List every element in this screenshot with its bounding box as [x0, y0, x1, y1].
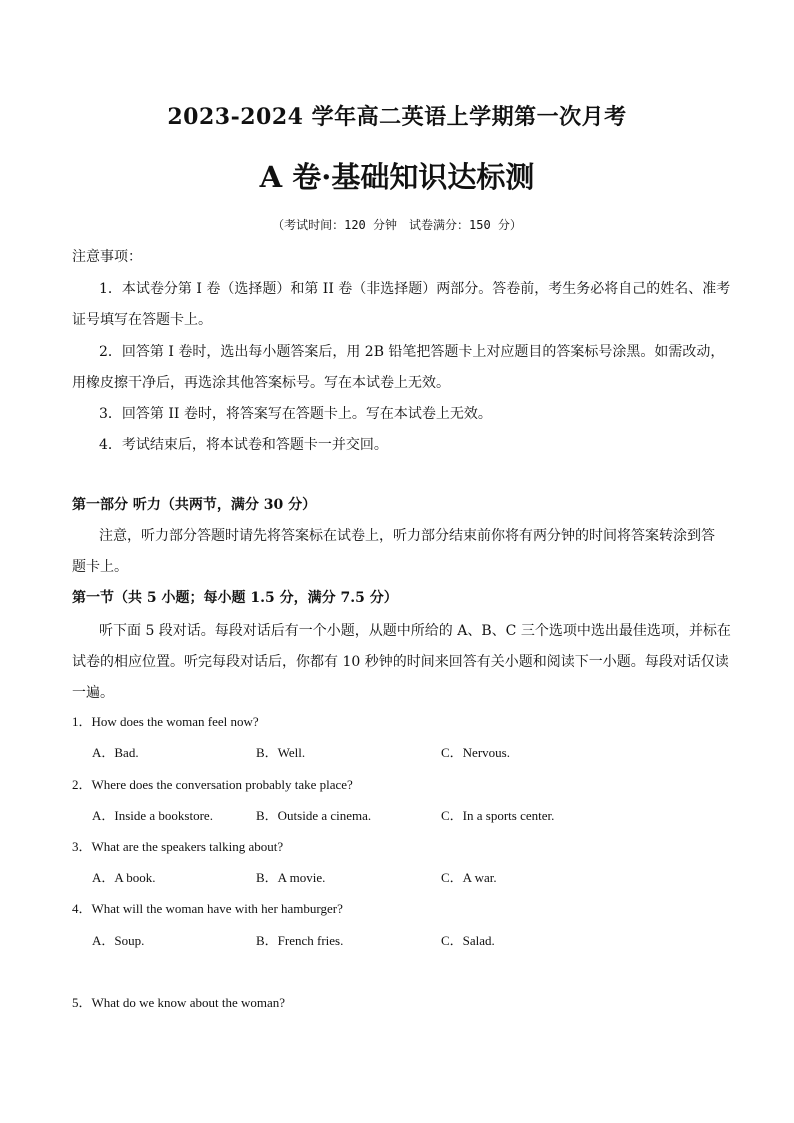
question-4-option-a: A．Soup. — [92, 933, 145, 948]
section1-heading: 第一节（共 5 小题；每小题 1.5 分，满分 7.5 分） — [72, 590, 398, 606]
question-3: 3．What are the speakers talking about? — [72, 839, 284, 854]
question-1: 1．How does the woman feel now? — [72, 714, 259, 729]
part1-heading: 第一部分 听力（共两节，满分 30 分） — [72, 497, 317, 513]
notice-item-1: 1．本试卷分第 I 卷（选择题）和第 II 卷（非选择题）两部分。答卷前，考生务必将自己的姓名、准考 — [99, 281, 731, 297]
question-2-option-a: A．Inside a bookstore. — [92, 808, 213, 823]
notice-item-3: 3．回答第 II 卷时，将答案写在答题卡上。写在本试卷上无效。 — [99, 406, 492, 422]
question-4-option-c: C．Salad. — [441, 933, 495, 948]
notice-heading: 注意事项： — [72, 249, 142, 265]
part1-note-cont: 题卡上。 — [72, 559, 128, 575]
part1-note: 注意，听力部分答题时请先将答案标在试卷上，听力部分结束前你将有两分钟的时间将答案转涂到答 — [99, 528, 715, 544]
page-subtitle: A 卷·基础知识达标测 — [259, 160, 535, 194]
question-1-option-b: B．Well. — [256, 745, 306, 760]
notice-item-4: 4．考试结束后，将本试卷和答题卡一并交回。 — [99, 437, 388, 453]
question-3-option-b: B．A movie. — [256, 870, 326, 885]
section1-instructions-end: 一遍。 — [72, 685, 114, 701]
question-2-option-c: C．In a sports center. — [441, 808, 555, 823]
question-3-option-a: A．A book. — [92, 870, 156, 885]
section1-instructions-cont: 试卷的相应位置。听完每段对话后，你都有 10 秒钟的时间来回答有关小题和阅读下一小题。每段对话仅读 — [72, 654, 729, 670]
question-2-option-b: B．Outside a cinema. — [256, 808, 372, 823]
question-4-option-b: B．French fries. — [256, 933, 344, 948]
question-5: 5．What do we know about the woman? — [72, 995, 286, 1010]
notice-item-2-cont: 用橡皮擦干净后，再选涂其他答案标号。写在本试卷上无效。 — [72, 375, 450, 391]
question-1-option-a: A．Bad. — [92, 745, 139, 760]
section1-instructions: 听下面 5 段对话。每段对话后有一个小题，从题中所给的 A、B、C 三个选项中选出最佳选项，并标在 — [99, 623, 731, 639]
question-4: 4．What will the woman have with her hamburger? — [72, 901, 343, 916]
notice-item-2: 2．回答第 I 卷时，选出每小题答案后，用 2B 铅笔把答题卡上对应题目的答案标号涂黑。如需改动， — [99, 344, 725, 360]
question-2: 2．Where does the conversation probably take place? — [72, 777, 353, 792]
question-1-option-c: C．Nervous. — [441, 745, 510, 760]
exam-info: （考试时间：120 分钟 试卷满分：150 分） — [272, 218, 522, 232]
page-title: 2023-2024 学年高二英语上学期第一次月考 — [167, 104, 627, 130]
notice-item-1-cont: 证号填写在答题卡上。 — [72, 312, 212, 328]
question-3-option-c: C．A war. — [441, 870, 497, 885]
